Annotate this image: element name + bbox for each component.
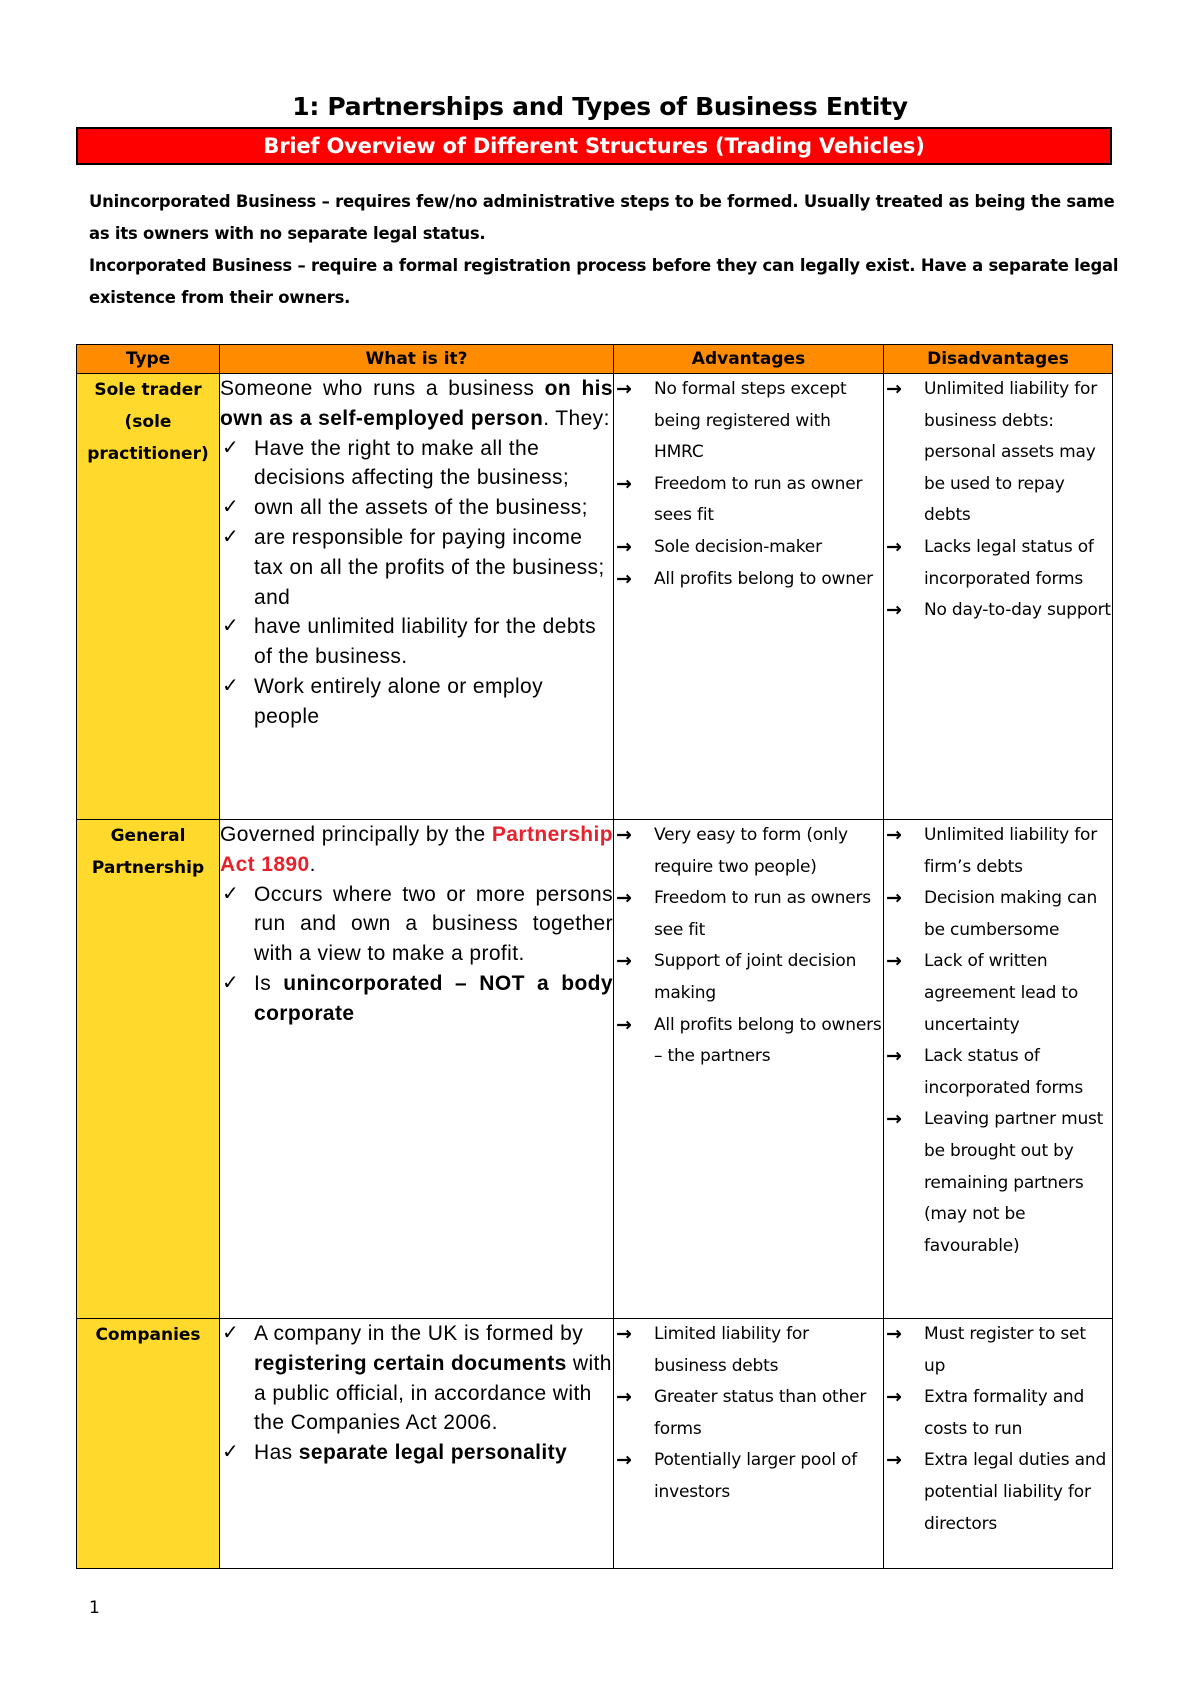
arrow-right-icon: → xyxy=(886,535,902,558)
check-list xyxy=(220,1319,613,1468)
list-item-text: Decision making can be cumbersome xyxy=(924,888,1098,940)
list-item xyxy=(614,883,883,946)
list-item-text: No formal steps except being registered with HMRC xyxy=(654,379,847,463)
list-item xyxy=(220,1438,613,1468)
table-row xyxy=(77,1319,1113,1569)
partnership-act-reference: Partnership Act 1890 xyxy=(220,823,613,876)
list-item-text: Occurs where two or more persons run and own a business together with a view to make a profit. xyxy=(254,882,613,966)
arrow-right-icon: → xyxy=(886,950,902,973)
list-item xyxy=(884,1104,1112,1262)
check-icon: ✓ xyxy=(222,882,240,905)
list-item-emphasis: separate legal personality xyxy=(298,1441,568,1465)
what-intro-text: Governed principally by the xyxy=(220,823,492,846)
list-item-text: Extra legal duties and potential liability for directors xyxy=(924,1450,1107,1534)
disadvantages-list xyxy=(884,1319,1112,1540)
advantages-cell xyxy=(614,374,884,820)
list-item-text: Has xyxy=(254,1441,299,1465)
list-item-text: Extra formality and costs to run xyxy=(924,1387,1085,1439)
list-item xyxy=(884,1382,1112,1445)
list-item xyxy=(884,820,1112,883)
list-item-text: Freedom to run as owners see fit xyxy=(654,888,871,940)
check-icon: ✓ xyxy=(222,1322,240,1344)
what-cell xyxy=(220,820,614,1319)
list-item xyxy=(614,1445,883,1508)
list-item-emphasis: unincorporated – NOT a body corporate xyxy=(254,971,613,1025)
type-cell xyxy=(77,820,220,1319)
list-item-text: Sole decision-maker xyxy=(654,536,822,557)
advantages-list xyxy=(614,374,883,595)
header-advantages: Advantages xyxy=(614,345,884,374)
list-item xyxy=(614,532,883,564)
arrow-right-icon: → xyxy=(886,599,902,622)
list-item-text: own all the assets of the business; xyxy=(254,496,588,520)
disadvantages-cell xyxy=(884,820,1113,1319)
business-structures-table xyxy=(76,344,1113,1569)
list-item-text: Freedom to run as owner sees fit xyxy=(654,473,863,526)
advantages-list xyxy=(614,1319,883,1509)
list-item xyxy=(220,523,613,612)
arrow-right-icon: → xyxy=(616,535,632,558)
list-item-text: Must register to set up xyxy=(924,1324,1086,1376)
list-item xyxy=(614,820,883,883)
list-item-text: Very easy to form (only require two people) xyxy=(654,825,848,877)
header-disadvantages: Disadvantages xyxy=(884,345,1113,374)
arrow-right-icon: → xyxy=(616,378,632,400)
header-type: Type xyxy=(77,345,220,374)
disadvantages-list xyxy=(884,374,1112,627)
list-item-text: Leaving partner must be brought out by remaining partners (may not be favourable) xyxy=(924,1109,1104,1256)
list-item-text: A company in the UK is formed by xyxy=(254,1322,584,1345)
what-intro-end: . xyxy=(309,852,316,876)
what-intro-end: . They: xyxy=(543,406,610,430)
type-cell xyxy=(77,1319,220,1569)
arrow-right-icon: → xyxy=(886,378,902,400)
check-icon: ✓ xyxy=(222,971,240,994)
list-item-text: Unlimited liability for business debts: personal assets may be used to repay debts xyxy=(924,379,1097,526)
what-cell xyxy=(220,1319,614,1569)
arrow-right-icon: → xyxy=(886,887,902,910)
advantages-cell xyxy=(614,820,884,1319)
list-item-text: All profits belong to owner xyxy=(654,568,873,589)
arrow-right-icon: → xyxy=(616,472,632,495)
list-item xyxy=(220,880,613,969)
arrow-right-icon: → xyxy=(616,567,632,590)
arrow-right-icon: → xyxy=(616,1323,632,1345)
check-icon: ✓ xyxy=(222,525,240,548)
list-item-text: Have the right to make all the decisions affecting the business; xyxy=(254,436,570,490)
page-number: 1 xyxy=(89,1598,100,1618)
what-intro-emphasis: on his own as a self-employed person xyxy=(220,377,613,430)
what-intro-text: Someone who runs a business xyxy=(220,377,545,400)
list-item xyxy=(884,1041,1112,1104)
type-cell xyxy=(77,374,220,820)
what-cell xyxy=(220,374,614,820)
arrow-right-icon: → xyxy=(886,1045,902,1068)
list-item xyxy=(884,1319,1112,1382)
arrow-right-icon: → xyxy=(616,824,632,846)
list-item xyxy=(884,883,1112,946)
list-item-text: Lacks legal status of incorporated forms xyxy=(924,536,1094,589)
disadvantages-list xyxy=(884,820,1112,1262)
list-item xyxy=(614,1319,883,1382)
arrow-right-icon: → xyxy=(616,887,632,910)
table-row xyxy=(77,374,1113,820)
list-item xyxy=(614,1382,883,1445)
what-intro xyxy=(220,374,613,434)
type-label: Sole trader (sole practitioner) xyxy=(87,380,209,464)
arrow-right-icon: → xyxy=(616,950,632,973)
list-item xyxy=(614,946,883,1009)
list-item xyxy=(614,1010,883,1073)
advantages-list xyxy=(614,820,883,1073)
list-item xyxy=(220,612,613,672)
arrow-right-icon: → xyxy=(616,1386,632,1409)
list-item xyxy=(884,946,1112,1041)
list-item-text: Is xyxy=(254,971,284,995)
list-item-text-end: with a public official, in accordance with the Companies Act 2006. xyxy=(254,1351,612,1435)
list-item xyxy=(220,434,613,494)
list-item xyxy=(614,564,883,596)
list-item-text: Support of joint decision making xyxy=(654,951,857,1003)
arrow-right-icon: → xyxy=(886,1108,902,1131)
arrow-right-icon: → xyxy=(886,1323,902,1345)
list-item xyxy=(220,493,613,523)
list-item xyxy=(220,672,613,732)
list-item-text: are responsible for paying income tax on all the profits of the business; and xyxy=(254,525,605,609)
arrow-right-icon: → xyxy=(616,1013,632,1036)
list-item-text: No day-to-day support xyxy=(924,600,1111,621)
list-item xyxy=(220,1319,613,1438)
list-item xyxy=(614,469,883,532)
disadvantages-cell xyxy=(884,374,1113,820)
check-icon: ✓ xyxy=(222,436,240,459)
list-item xyxy=(614,374,883,469)
check-icon: ✓ xyxy=(222,674,240,697)
type-label: General Partnership xyxy=(91,826,205,878)
list-item-text: Potentially larger pool of investors xyxy=(654,1450,858,1502)
arrow-right-icon: → xyxy=(886,1449,902,1472)
what-intro xyxy=(220,820,613,880)
section-banner-text: Brief Overview of Different Structures (Trading Vehicles) xyxy=(263,134,925,158)
list-item xyxy=(884,595,1112,627)
table-row xyxy=(77,820,1113,1319)
check-icon: ✓ xyxy=(222,615,240,638)
list-item-text: Work entirely alone or employ people xyxy=(254,674,543,728)
type-label: Companies xyxy=(95,1325,201,1345)
list-item-text: Unlimited liability for firm’s debts xyxy=(924,825,1097,877)
list-item-text: All profits belong to owners – the partners xyxy=(654,1014,882,1067)
check-icon: ✓ xyxy=(222,496,240,519)
document-title: 1: Partnerships and Types of Business Entity xyxy=(292,92,908,121)
list-item xyxy=(884,1445,1112,1540)
list-item-emphasis: registering certain documents xyxy=(254,1351,567,1375)
list-item-text: Lack of written agreement lead to uncertainty xyxy=(924,951,1079,1035)
list-item-text: Lack status of incorporated forms xyxy=(924,1046,1084,1098)
disadvantages-cell xyxy=(884,1319,1113,1569)
list-item xyxy=(884,532,1112,595)
advantages-cell xyxy=(614,1319,884,1569)
arrow-right-icon: → xyxy=(886,1386,902,1409)
check-list xyxy=(220,434,613,732)
intro-incorporated: Incorporated Business – require a formal registration process before they can legally exist. Have a separate legal existence from their owners. xyxy=(89,256,1119,307)
list-item xyxy=(220,969,613,1029)
table-header-row xyxy=(77,345,1113,374)
check-list xyxy=(220,880,613,1029)
arrow-right-icon: → xyxy=(886,824,902,846)
list-item xyxy=(884,374,1112,532)
intro-text xyxy=(89,186,1129,314)
check-icon: ✓ xyxy=(222,1441,240,1464)
arrow-right-icon: → xyxy=(616,1449,632,1472)
list-item-text: Limited liability for business debts xyxy=(654,1324,809,1376)
list-item-text: Greater status than other forms xyxy=(654,1387,867,1439)
header-what: What is it? xyxy=(220,345,614,374)
section-banner xyxy=(76,127,1112,165)
list-item-text: have unlimited liability for the debts of the business. xyxy=(254,615,597,669)
intro-unincorporated: Unincorporated Business – requires few/no administrative steps to be formed. Usually treated as being the same as its owners with no separate legal status. xyxy=(89,192,1115,243)
